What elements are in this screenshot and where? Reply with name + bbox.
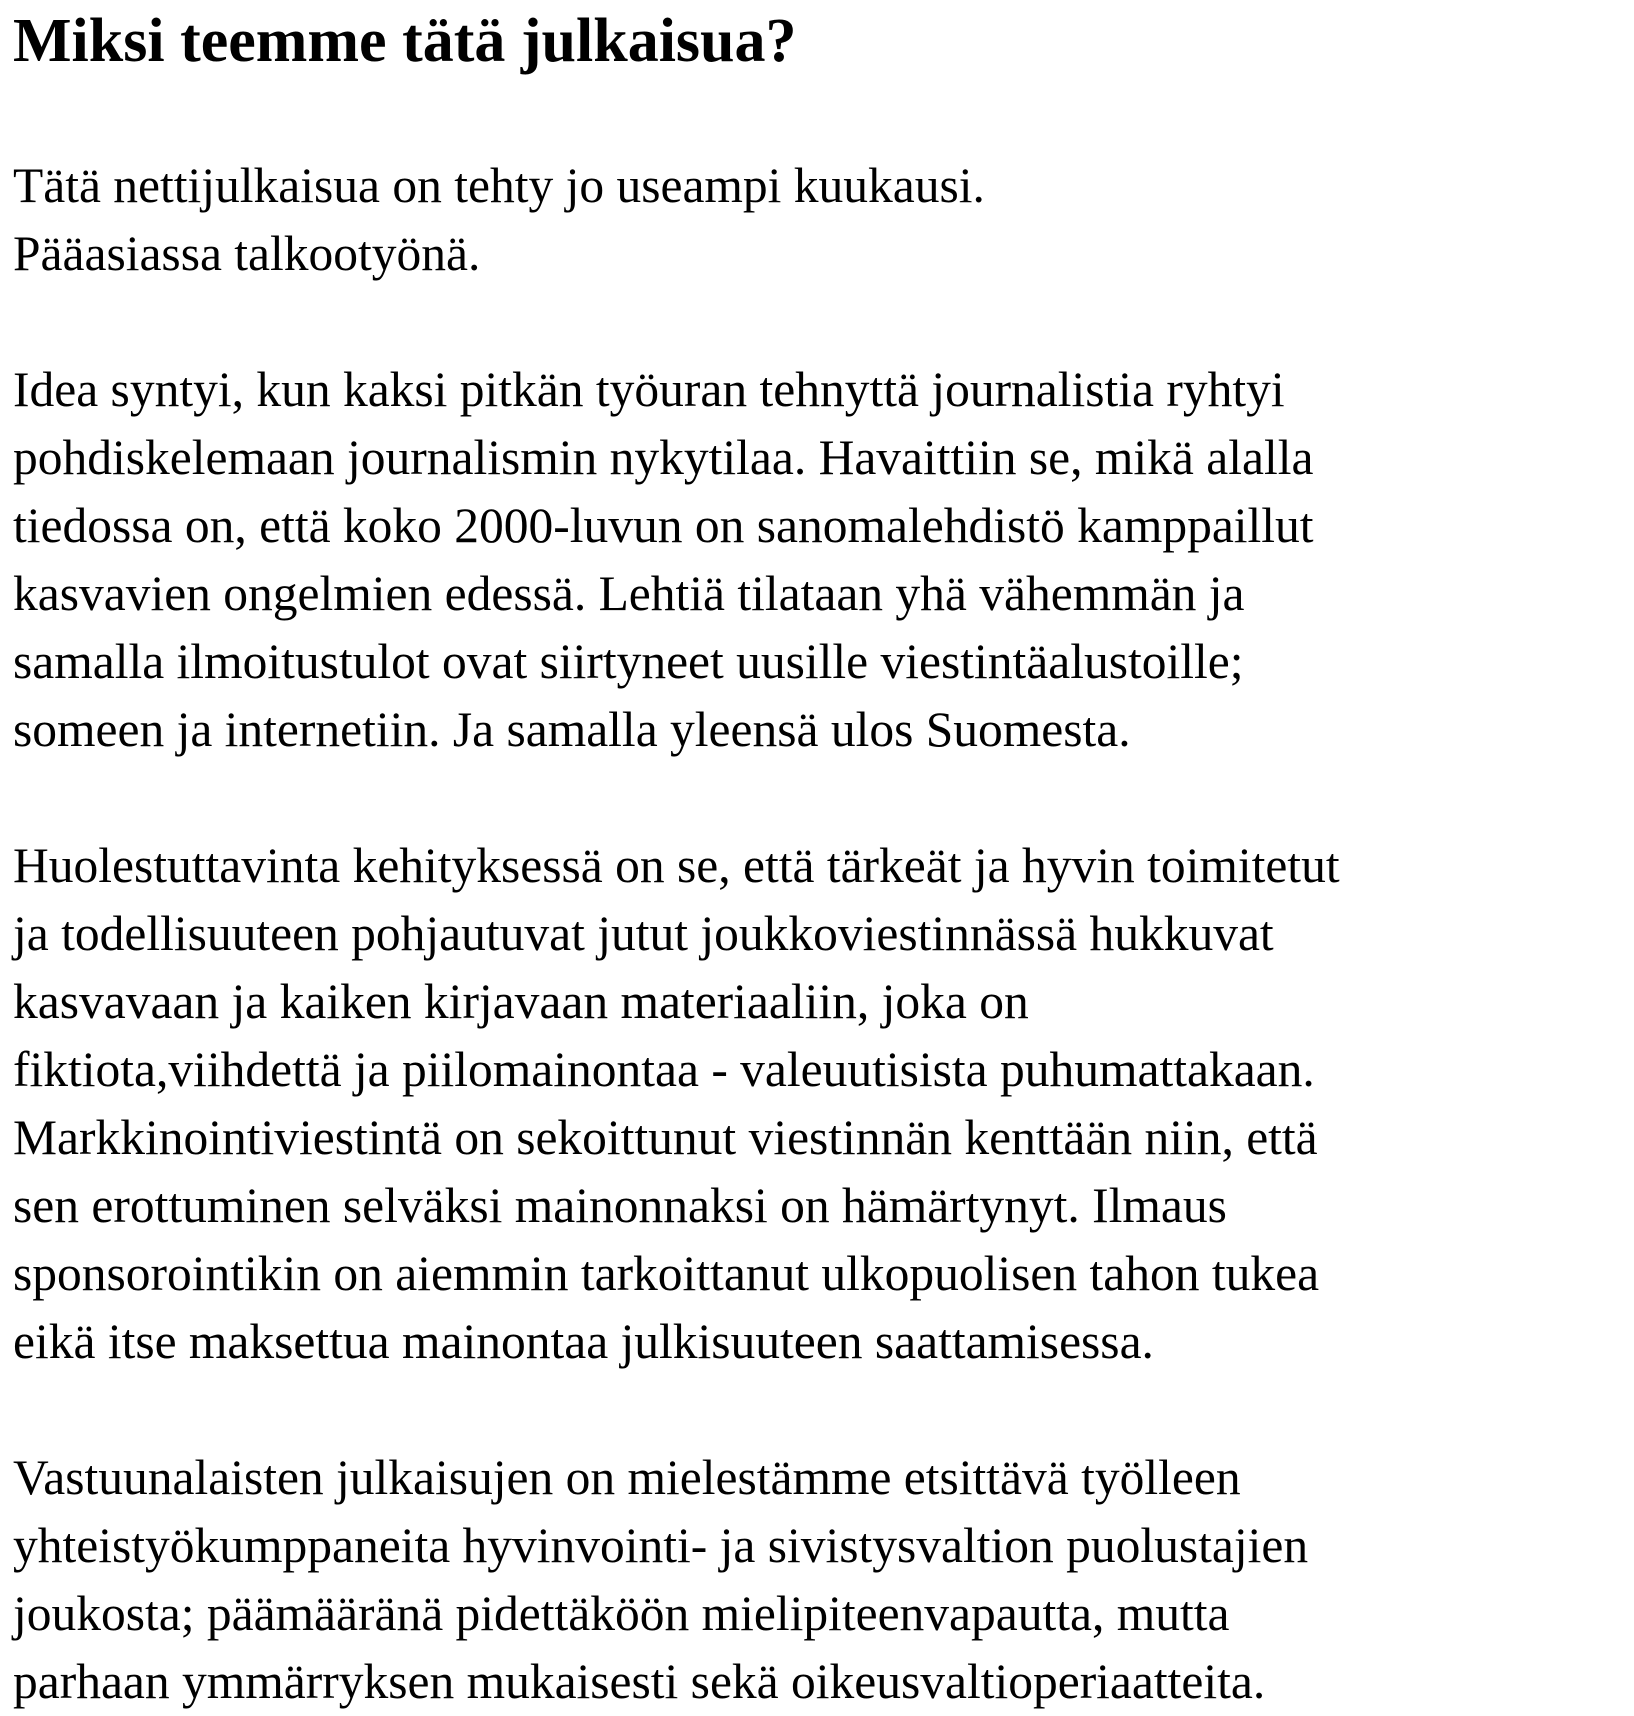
paragraph-2-line-5: samalla ilmoitustulot ovat siirtyneet uusille viestintäalustoille; <box>13 634 1244 689</box>
paragraph-2-line-2: pohdiskelemaan journalismin nykytilaa. Havaittiin se, mikä alalla <box>13 430 1314 485</box>
paragraph-4-line-4: parhaan ymmärryksen mukaisesti sekä oikeusvaltioperiaatteita. <box>13 1654 1266 1709</box>
paragraph-3-line-5: Markkinointiviestintä on sekoittunut viestinnän kenttään niin, että <box>13 1110 1318 1165</box>
paragraph-3-line-8: eikä itse maksettua mainontaa julkisuuteen saattamisessa. <box>13 1314 1154 1369</box>
paragraph-4-line-3: joukosta; päämääränä pidettäköön mielipiteenvapautta, mutta <box>13 1586 1230 1641</box>
document-page <box>13 0 1623 1716</box>
paragraph-2 <box>13 356 1623 764</box>
paragraph-3-line-7: sponsorointikin on aiemmin tarkoittanut ulkopuolisen tahon tukea <box>13 1246 1320 1301</box>
page-title: Miksi teemme tätä julkaisua? <box>13 7 797 75</box>
paragraph-3-line-1: Huolestuttavinta kehityksessä on se, että tärkeät ja hyvin toimitetut <box>13 838 1340 893</box>
paragraph-3-line-2: ja todellisuuteen pohjautuvat jutut joukkoviestinnässä hukkuvat <box>13 906 1274 961</box>
paragraph-3-line-3: kasvavaan ja kaiken kirjavaan materiaaliin, joka on <box>13 974 1029 1029</box>
paragraph-2-line-1: Idea syntyi, kun kaksi pitkän työuran tehnyttä journalistia ryhtyi <box>13 362 1285 417</box>
paragraph-3-line-4: fiktiota,viihdettä ja piilomainontaa - valeuutisista puhumattakaan. <box>13 1042 1315 1097</box>
paragraph-1-line-2: Pääasiassa talkootyönä. <box>13 226 481 281</box>
paragraph-3 <box>13 832 1623 1376</box>
paragraph-4-line-1: Vastuunalaisten julkaisujen on mielestämme etsittävä työlleen <box>13 1450 1241 1505</box>
paragraph-2-line-3: tiedossa on, että koko 2000-luvun on sanomalehdistö kamppaillut <box>13 498 1314 553</box>
paragraph-4-line-2: yhteistyökumppaneita hyvinvointi- ja sivistysvaltion puolustajien <box>13 1518 1309 1573</box>
paragraph-2-line-6: someen ja internetiin. Ja samalla yleensä ulos Suomesta. <box>13 702 1131 757</box>
paragraph-1-line-1: Tätä nettijulkaisua on tehty jo useampi kuukausi. <box>13 158 985 213</box>
paragraph-3-line-6: sen erottuminen selväksi mainonnaksi on hämärtynyt. Ilmaus <box>13 1178 1227 1233</box>
paragraph-2-line-4: kasvavien ongelmien edessä. Lehtiä tilataan yhä vähemmän ja <box>13 566 1245 621</box>
paragraph-1 <box>13 152 1623 288</box>
paragraph-4 <box>13 1444 1623 1716</box>
